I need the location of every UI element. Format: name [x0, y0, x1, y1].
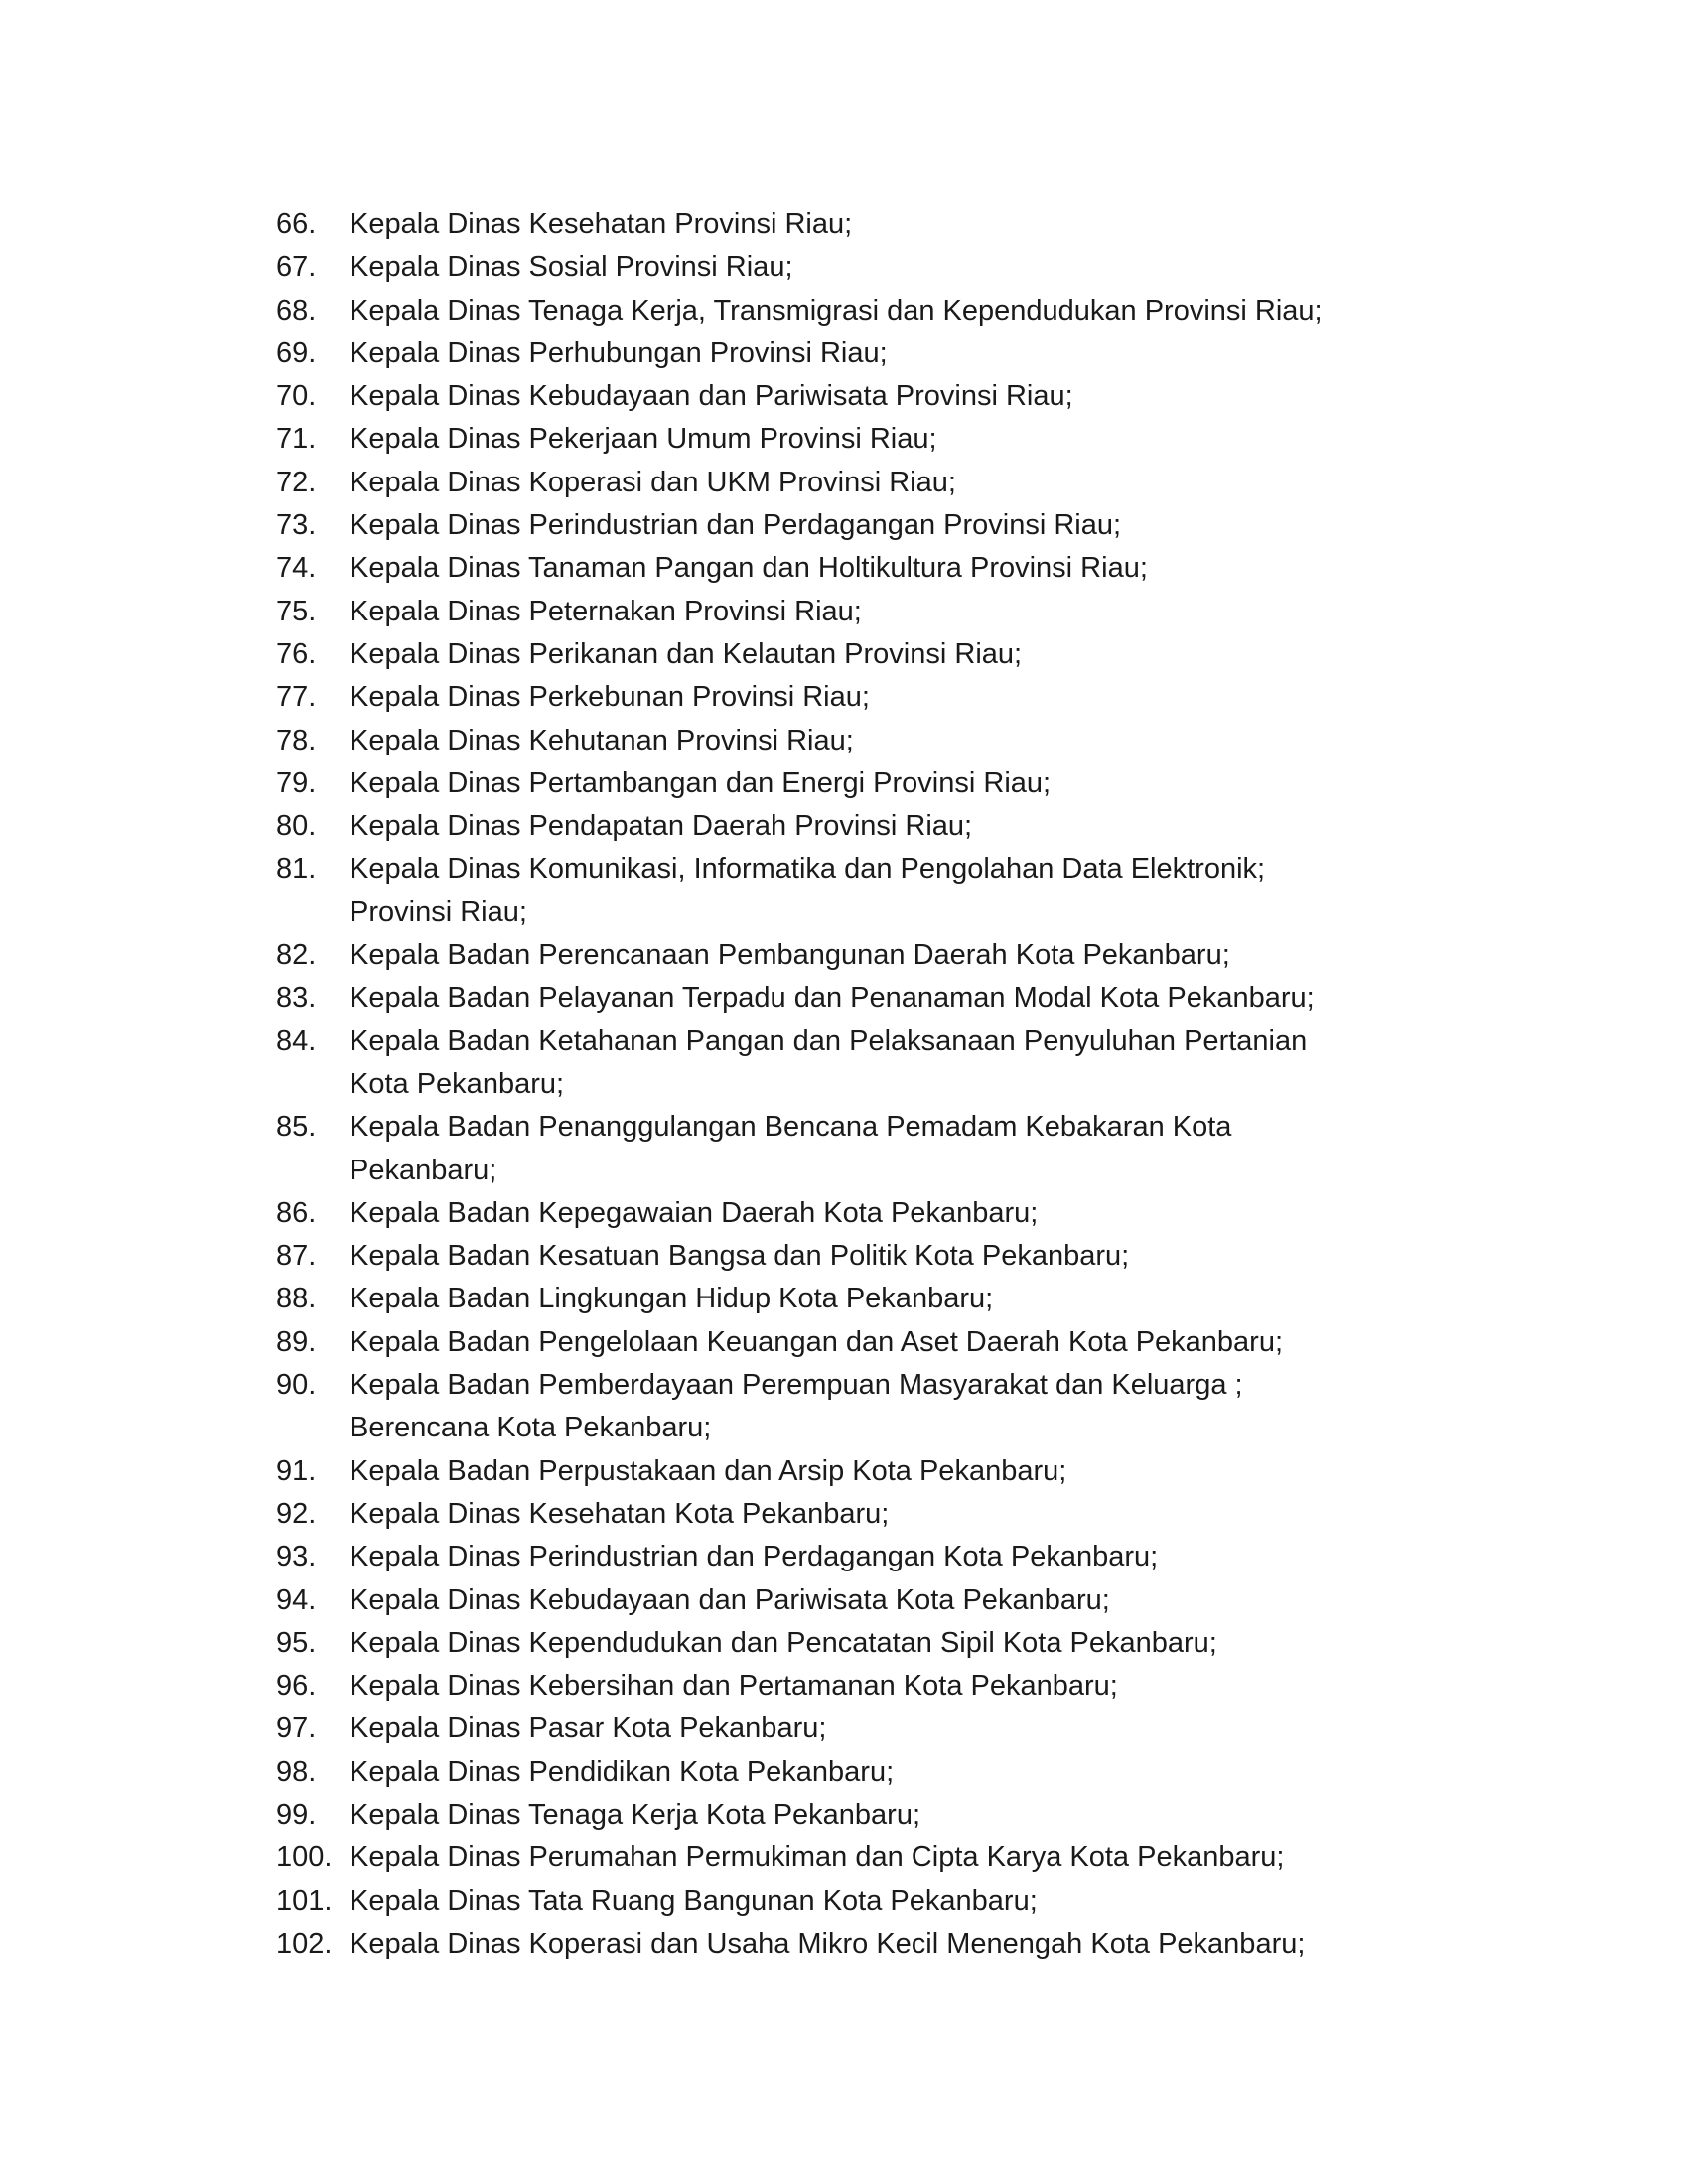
list-item [276, 1880, 1428, 1923]
list-item-text: Kepala Dinas Kesehatan Provinsi Riau; [350, 208, 853, 240]
list-item [276, 1665, 1428, 1707]
list-item [276, 1235, 1428, 1278]
list-item-text: Kepala Dinas Komunikasi, Informatika dan Pengolahan Data Elektronik; Provinsi Riau; [350, 853, 1266, 928]
list-item-number: 100. [276, 1842, 333, 1874]
list-item [276, 1923, 1428, 1966]
list-item [276, 1493, 1428, 1536]
list-item-number: 97. [276, 1712, 317, 1745]
list-item [276, 1021, 1428, 1107]
list-item [276, 1192, 1428, 1235]
list-item [276, 1106, 1428, 1192]
list-item-text: Kepala Dinas Perindustrian dan Perdagangan Kota Pekanbaru; [350, 1541, 1159, 1573]
list-item-text: Kepala Dinas Kependudukan dan Pencatatan Sipil Kota Pekanbaru; [350, 1626, 1217, 1659]
list-item-number: 81. [276, 853, 317, 886]
list-item-text: Kepala Dinas Sosial Provinsi Riau; [350, 251, 793, 284]
list-item [276, 1751, 1428, 1794]
list-item-number: 102. [276, 1927, 333, 1960]
list-item-number: 82. [276, 939, 317, 972]
list-item-text: Kepala Dinas Pendidikan Kota Pekanbaru; [350, 1755, 895, 1788]
list-item-text: Kepala Badan Perpustakaan dan Arsip Kota Pekanbaru; [350, 1454, 1067, 1487]
list-item [276, 934, 1428, 977]
list-item-text: Kepala Dinas Peternakan Provinsi Riau; [350, 595, 862, 627]
list-item-text: Kepala Badan Pengelolaan Keuangan dan Aset Daerah Kota Pekanbaru; [350, 1325, 1284, 1358]
list-item [276, 1837, 1428, 1879]
list-item-number: 85. [276, 1111, 317, 1144]
list-item [276, 547, 1428, 590]
list-item [276, 720, 1428, 762]
list-item-text: Kepala Dinas Kehutanan Provinsi Riau; [350, 724, 854, 756]
list-item-number: 80. [276, 810, 317, 843]
list-item-number: 86. [276, 1196, 317, 1229]
numbered-list [276, 204, 1428, 1966]
list-item-text: Kepala Dinas Kebudayaan dan Pariwisata Kota Pekanbaru; [350, 1583, 1110, 1616]
list-item-text: Kepala Dinas Tenaga Kerja, Transmigrasi dan Kependudukan Provinsi Riau; [350, 294, 1323, 327]
list-item-text: Kepala Dinas Tenaga Kerja Kota Pekanbaru; [350, 1798, 921, 1831]
list-item-text: Kepala Badan Pelayanan Terpadu dan Penanaman Modal Kota Pekanbaru; [350, 982, 1315, 1015]
list-item-number: 76. [276, 637, 317, 670]
list-item-number: 88. [276, 1283, 317, 1315]
list-item-number: 92. [276, 1497, 317, 1530]
list-item-text: Kepala Dinas Tanaman Pangan dan Holtikultura Provinsi Riau; [350, 552, 1148, 585]
list-item-text: Kepala Dinas Perindustrian dan Perdagangan Provinsi Riau; [350, 509, 1122, 542]
list-item-text: Kepala Dinas Pekerjaan Umum Provinsi Riau; [350, 423, 937, 456]
list-item-text: Kepala Dinas Kebersihan dan Pertamanan Kota Pekanbaru; [350, 1670, 1118, 1703]
list-item [276, 418, 1428, 461]
list-item-text: Kepala Dinas Pertambangan dan Energi Provinsi Riau; [350, 766, 1052, 799]
list-item [276, 504, 1428, 547]
list-item [276, 375, 1428, 418]
list-item [276, 1707, 1428, 1750]
list-item-number: 90. [276, 1369, 317, 1402]
list-item-text: Kepala Dinas Perikanan dan Kelautan Provinsi Riau; [350, 637, 1023, 670]
list-item-number: 69. [276, 337, 317, 369]
list-item-text: Kepala Badan Perencanaan Pembangunan Daerah Kota Pekanbaru; [350, 939, 1230, 972]
list-item-number: 71. [276, 423, 317, 456]
list-item-number: 96. [276, 1670, 317, 1703]
list-item-number: 70. [276, 380, 317, 413]
list-item [276, 246, 1428, 289]
list-item [276, 1278, 1428, 1320]
list-item-number: 67. [276, 251, 317, 284]
list-item-number: 78. [276, 724, 317, 756]
list-item-number: 87. [276, 1240, 317, 1273]
list-item-text: Kepala Dinas Perkebunan Provinsi Riau; [350, 681, 870, 714]
list-item-number: 72. [276, 466, 317, 498]
list-item [276, 848, 1428, 934]
list-item-number: 99. [276, 1798, 317, 1831]
list-item-text: Kepala Dinas Perumahan Permukiman dan Cipta Karya Kota Pekanbaru; [350, 1842, 1285, 1874]
list-item-number: 83. [276, 982, 317, 1015]
list-item [276, 1794, 1428, 1837]
list-item [276, 462, 1428, 504]
list-item-text: Kepala Dinas Kebudayaan dan Pariwisata Provinsi Riau; [350, 380, 1073, 413]
list-item-text: Kepala Badan Penanggulangan Bencana Pemadam Kebakaran Kota Pekanbaru; [350, 1111, 1232, 1186]
list-item-number: 93. [276, 1541, 317, 1573]
list-item [276, 591, 1428, 633]
list-item-number: 73. [276, 509, 317, 542]
list-item-number: 98. [276, 1755, 317, 1788]
list-item-number: 91. [276, 1454, 317, 1487]
list-item-number: 94. [276, 1583, 317, 1616]
list-item [276, 1622, 1428, 1665]
list-item-number: 77. [276, 681, 317, 714]
list-item [276, 333, 1428, 375]
list-item-text: Kepala Badan Lingkungan Hidup Kota Pekanbaru; [350, 1283, 994, 1315]
list-item [276, 633, 1428, 676]
list-item-text: Kepala Badan Pemberdayaan Perempuan Masyarakat dan Keluarga ; Berencana Kota Pekanbaru; [350, 1369, 1243, 1444]
list-item-text: Kepala Badan Ketahanan Pangan dan Pelaksanaan Penyuluhan Pertanian Kota Pekanbaru; [350, 1024, 1308, 1100]
list-item-number: 101. [276, 1884, 333, 1917]
list-item-number: 74. [276, 552, 317, 585]
list-item [276, 676, 1428, 719]
list-item-number: 75. [276, 595, 317, 627]
list-item-number: 84. [276, 1024, 317, 1057]
list-item-text: Kepala Badan Kepegawaian Daerah Kota Pekanbaru; [350, 1196, 1039, 1229]
list-item-number: 66. [276, 208, 317, 240]
list-item-text: Kepala Dinas Pendapatan Daerah Provinsi Riau; [350, 810, 973, 843]
list-item-number: 79. [276, 766, 317, 799]
list-item [276, 762, 1428, 805]
list-item-number: 89. [276, 1325, 317, 1358]
list-item [276, 1364, 1428, 1450]
list-item-text: Kepala Badan Kesatuan Bangsa dan Politik Kota Pekanbaru; [350, 1240, 1130, 1273]
list-item-text: Kepala Dinas Koperasi dan Usaha Mikro Kecil Menengah Kota Pekanbaru; [350, 1927, 1306, 1960]
list-item-text: Kepala Dinas Perhubungan Provinsi Riau; [350, 337, 888, 369]
list-item [276, 1536, 1428, 1578]
list-item [276, 805, 1428, 848]
list-item-text: Kepala Dinas Kesehatan Kota Pekanbaru; [350, 1497, 890, 1530]
list-item [276, 290, 1428, 333]
list-item [276, 977, 1428, 1020]
list-item [276, 1579, 1428, 1622]
list-item-number: 68. [276, 294, 317, 327]
list-item [276, 1321, 1428, 1364]
list-item-text: Kepala Dinas Tata Ruang Bangunan Kota Pekanbaru; [350, 1884, 1038, 1917]
list-item-number: 95. [276, 1626, 317, 1659]
list-item [276, 204, 1428, 246]
list-item-text: Kepala Dinas Koperasi dan UKM Provinsi Riau; [350, 466, 956, 498]
list-item [276, 1450, 1428, 1493]
list-item-text: Kepala Dinas Pasar Kota Pekanbaru; [350, 1712, 827, 1745]
